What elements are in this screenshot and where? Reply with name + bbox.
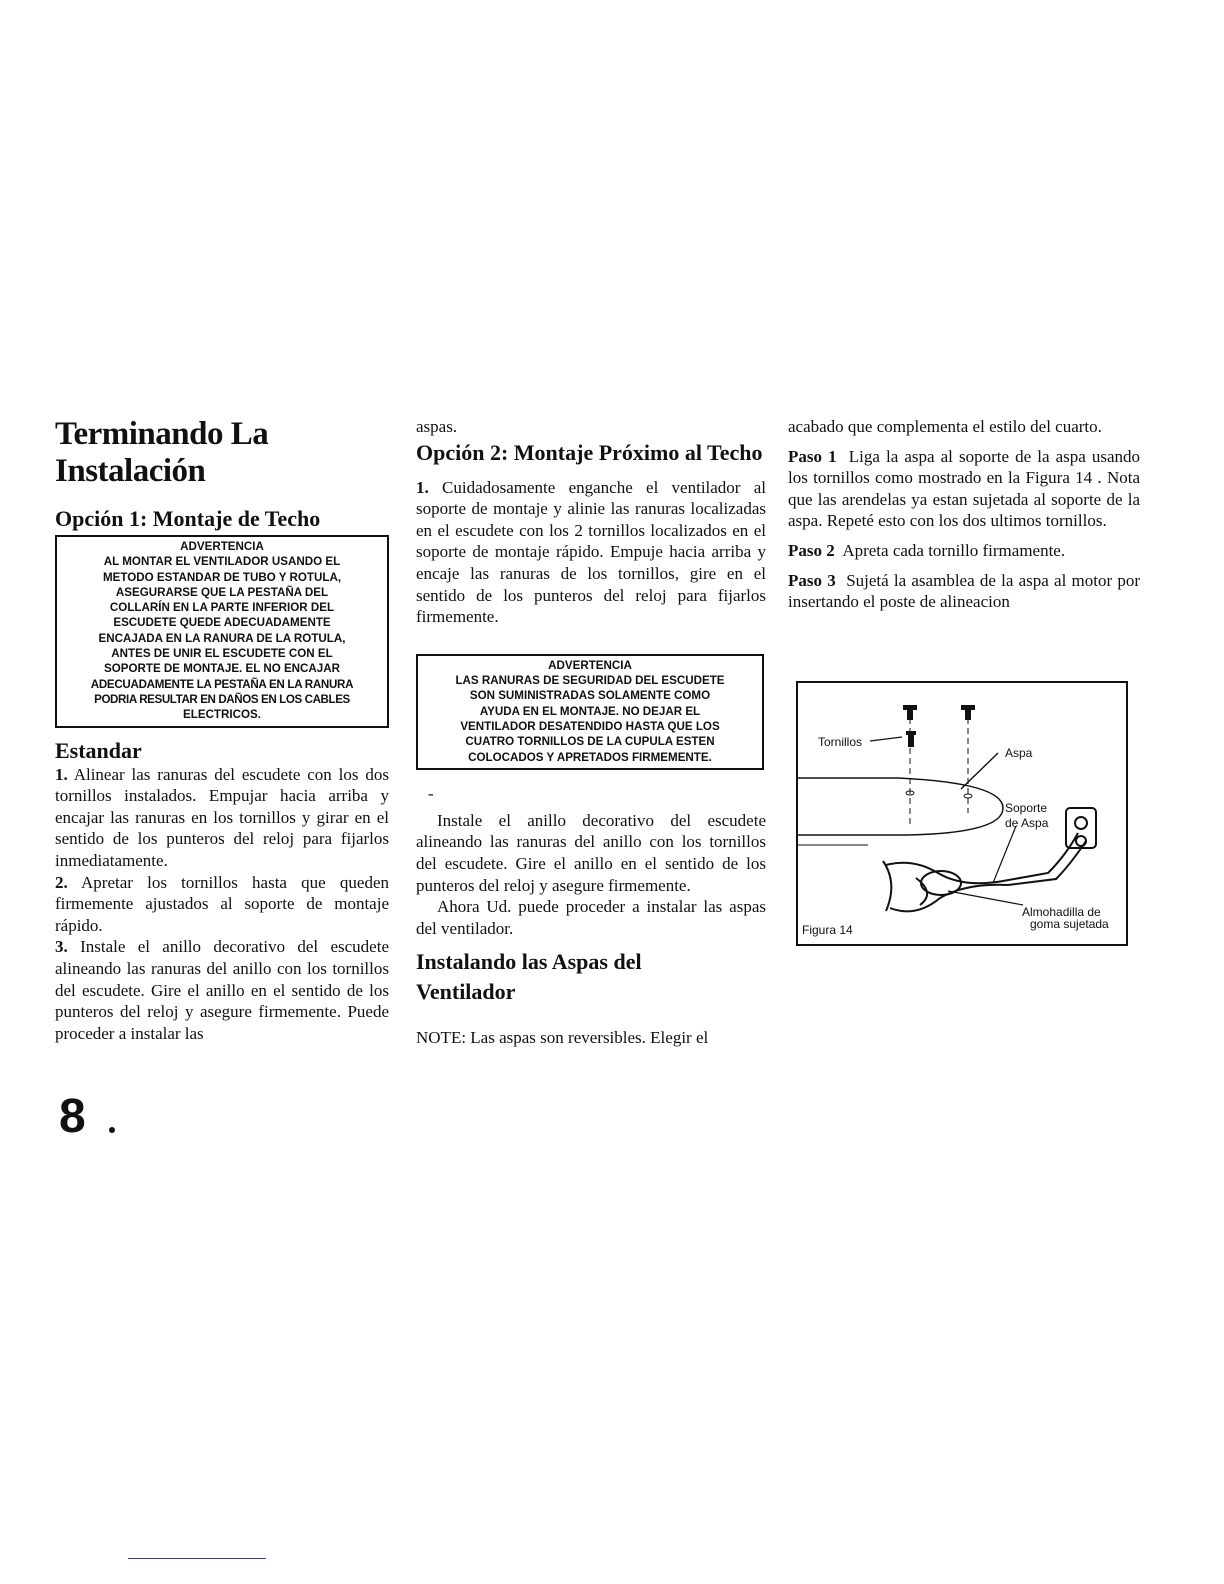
label-bracket-2: de Aspa — [1005, 816, 1049, 830]
step-text: Apreta cada tornillo firmamente. — [842, 540, 1066, 560]
warning-line: AYUDA EN EL MONTAJE. NO DEJAR EL — [479, 704, 701, 718]
proceed-paragraph: Ahora Ud. puede proceder a instalar las aspas del ventilador. — [416, 897, 766, 938]
page-title — [55, 416, 389, 490]
warning-title: ADVERTENCIA — [180, 540, 264, 553]
warning-line: CUATRO TORNILLOS DE LA CUPULA ESTEN — [465, 735, 715, 749]
step-item — [788, 540, 1140, 562]
label-blade: Aspa — [1005, 746, 1033, 760]
step-number: 1. — [416, 477, 429, 497]
standard-heading: Estandar — [55, 737, 142, 763]
label-screws: Tornillos — [818, 735, 863, 749]
warning-box-2 — [416, 654, 764, 770]
warning-box-1 — [55, 535, 389, 728]
step-text: Cuidadosamente enganche el ventilador al soporte de montaje y alinie las ranuras localizadas en el escudete con los 2 tornillos localizados en el soporte de montaje rápido. Empuje hacia arriba y encaje las ranuras de los tornillos, gire en el sentido de los punteros del reloj para fijarlos firmemente. — [416, 477, 766, 627]
warning-line: ENCAJADA EN LA RANURA DE LA ROTULA, — [98, 631, 346, 645]
step-label: Paso 3 — [788, 570, 836, 590]
warning-line: VENTILADOR DESATENDIDO HASTA QUE LOS — [460, 719, 720, 733]
warning-line: SOPORTE DE MONTAJE. EL NO ENCAJAR — [104, 662, 340, 676]
step-item — [55, 764, 389, 872]
warning-line: ASEGURARSE QUE LA PESTAÑA DEL — [115, 585, 329, 599]
title-line-1: Terminando La — [55, 416, 269, 452]
screw-icon — [961, 705, 975, 720]
warning-line: ADECUADAMENTE LA PESTAÑA EN LA RANURA — [90, 677, 354, 691]
option1-heading: Opción 1: Montaje de Techo — [55, 506, 321, 531]
screw-icon — [903, 705, 917, 720]
page-number-badge — [55, 1090, 119, 1143]
warning-line: SON SUMINISTRADAS SOLAMENTE COMO — [469, 689, 711, 703]
option2-heading: Opción 2: Montaje Próximo al Techo — [416, 439, 763, 465]
column-left — [55, 416, 389, 1044]
continuation-text: aspas. — [416, 417, 458, 436]
continuation-text: acabado que complementa el estilo del cuarto. — [788, 417, 1102, 436]
page-number-dot — [109, 1127, 115, 1133]
step-number: 3. — [55, 937, 68, 957]
warning-line: PODRIA RESULTAR EN DAÑOS EN LOS CABLES — [94, 692, 350, 706]
warning-line: ELECTRICOS. — [183, 708, 261, 722]
page-number: 8 — [59, 1090, 84, 1143]
label-pad-2: goma sujetada — [1030, 917, 1109, 931]
label-bracket-1: Soporte — [1005, 801, 1048, 815]
step-text: Liga la aspa al soporte de la aspa usando los tornillos como mostrado en la Figura 14 . Nota que las arendelas ya estan sujetada al soporte de la aspa. Repeté esto con los dos ultimos tornillos. — [788, 446, 1141, 531]
ring-paragraph: Instale el anillo decorativo del escudete alineando las ranuras del anillo con los tornillos del escudete. Gire el anillo en el sentido de los punteros del reloj y asegure firmemente. — [416, 810, 766, 895]
step-text: Alinear las ranuras del escudete con los dos tornillos instalados. Empujar hacia arriba y encajar las ranuras en los tornillos y girar en el sentido de los punteros del reloj para fijarlos inmediatamente. — [55, 764, 389, 870]
figure-14 — [796, 681, 1128, 946]
warning-line: ESCUDETE QUEDE ADECUADAMENTE — [113, 616, 331, 630]
warning-line: ANTES DE UNIR EL ESCUDETE CON EL — [111, 647, 333, 661]
blades-heading: Instalando las Aspas del Ventilador — [416, 949, 642, 1005]
warning-line: AL MONTAR EL VENTILADOR USANDO EL — [103, 555, 341, 569]
step-number: 2. — [55, 872, 68, 892]
step-label: Paso 2 — [788, 540, 835, 560]
warning-line: LAS RANURAS DE SEGURIDAD DEL ESCUDETE — [455, 674, 725, 688]
column-middle — [416, 416, 766, 1049]
step-text: Sujetá la asamblea de la aspa al motor por insertando el poste de alineacion — [788, 570, 1141, 612]
option2-step — [416, 477, 766, 628]
dash-mark: - — [428, 783, 434, 803]
step-item — [788, 570, 1140, 613]
washer-screw-icon — [906, 731, 916, 747]
label-pad-1: Almohadilla de — [1022, 905, 1101, 919]
step-text: Instale el anillo decorativo del escudete alineando las ranuras del anillo con los tornillos del escudete. Gire el anillo en el sentido de los punteros del reloj y asegure firmemente. Puede proceder a instalar las — [55, 937, 389, 1043]
figure-caption: Figura 14 — [802, 923, 853, 937]
step-text: Apretar los tornillos hasta que queden firmemente ajustados al soporte de montaje rápido. — [55, 872, 389, 935]
note-text: NOTE: Las aspas son reversibles. Elegir el — [416, 1028, 709, 1048]
title-line-2: Instalación — [55, 453, 206, 489]
warning-title: ADVERTENCIA — [548, 658, 632, 672]
column-right — [788, 416, 1140, 613]
step-item — [55, 872, 389, 937]
step-number: 1. — [55, 764, 68, 784]
step-label: Paso 1 — [788, 446, 837, 466]
footer-rule — [128, 1558, 266, 1559]
step-item — [55, 936, 389, 1044]
step-item — [788, 446, 1140, 532]
warning-line: COLOCADOS Y APRETADOS FIRMEMENTE. — [468, 750, 712, 764]
warning-line: METODO ESTANDAR DE TUBO Y ROTULA, — [102, 570, 342, 584]
warning-line: COLLARÍN EN LA PARTE INFERIOR DEL — [109, 601, 335, 615]
